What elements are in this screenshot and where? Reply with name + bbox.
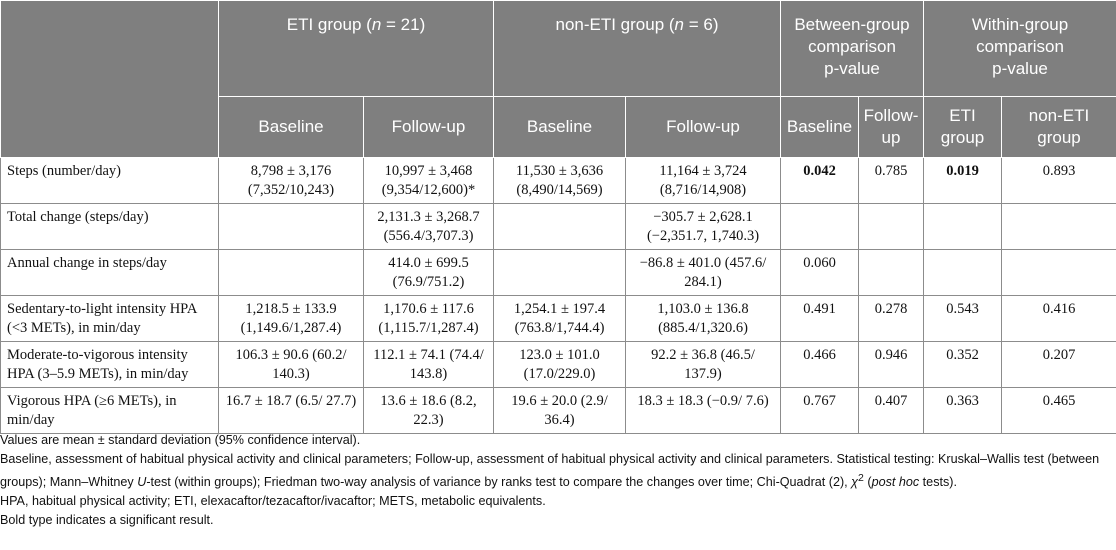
- row-label: Sedentary-to-light intensity HPA (<3 METs), in min/day: [1, 296, 219, 342]
- cell-p-between-baseline: [781, 204, 859, 250]
- cell-eti-baseline: [219, 250, 364, 296]
- cell-p-between-baseline: 0.491: [781, 296, 859, 342]
- header-empty-cell: [1, 1, 219, 158]
- cell-p-between-followup: 0.946: [859, 342, 924, 388]
- cell-p-between-followup: 0.278: [859, 296, 924, 342]
- cell-p-between-followup: 0.785: [859, 158, 924, 204]
- table-row-moderate-vigorous: [1, 342, 1116, 388]
- header-non-eti-baseline: Baseline: [494, 97, 626, 158]
- cell-non-eti-followup: 1,103.0 ± 136.8 (885.4/1,320.6): [626, 296, 781, 342]
- row-label: Annual change in steps/day: [1, 250, 219, 296]
- table-row-sedentary: [1, 296, 1116, 342]
- significant-value: 0.019: [946, 163, 979, 179]
- cell-p-between-baseline: [781, 158, 859, 204]
- cell-non-eti-followup: 92.2 ± 36.8 (46.5/ 137.9): [626, 342, 781, 388]
- header-eti-baseline: Baseline: [219, 97, 364, 158]
- cell-p-within-eti: [924, 158, 1002, 204]
- cell-p-between-baseline: 0.767: [781, 388, 859, 434]
- table-footnotes: [0, 431, 1112, 530]
- cell-p-within-eti: [924, 204, 1002, 250]
- header-row-groups: [1, 1, 1116, 97]
- footnote-methods: Baseline, assessment of habitual physical activity and clinical parameters; Follow-up, assessment of habitual physical activity and clinical parameters. Statistical testing: Kruskal–Wallis test (between groups); Mann–Whitney U-test (within groups); Friedman two-way analysis of variance by ranks test to compare the changes over time; Chi-Quadrat (2), $\chi^2$ (post hoc tests).: [0, 452, 1100, 490]
- cell-eti-baseline: [219, 204, 364, 250]
- header-within-non-eti: non-ETI group: [1002, 97, 1116, 158]
- cell-non-eti-followup: 11,164 ± 3,724 (8,716/14,908): [626, 158, 781, 204]
- row-label: Moderate-to-vigorous intensity HPA (3–5.9 METs), in min/day: [1, 342, 219, 388]
- row-label: Steps (number/day): [1, 158, 219, 204]
- header-within-group: Within-group comparison p-value: [924, 1, 1116, 97]
- cell-p-within-non-eti: [1002, 250, 1116, 296]
- cell-non-eti-baseline: 19.6 ± 20.0 (2.9/ 36.4): [494, 388, 626, 434]
- cell-p-within-non-eti: 0.416: [1002, 296, 1116, 342]
- cell-non-eti-baseline: [494, 204, 626, 250]
- header-within-eti: ETI group: [924, 97, 1002, 158]
- cell-p-between-baseline: 0.060: [781, 250, 859, 296]
- cell-p-within-non-eti: 0.893: [1002, 158, 1116, 204]
- row-label: Vigorous HPA (≥6 METs), in min/day: [1, 388, 219, 434]
- header-between-baseline: Baseline: [781, 97, 859, 158]
- cell-eti-followup: 112.1 ± 74.1 (74.4/ 143.8): [364, 342, 494, 388]
- cell-p-within-non-eti: 0.207: [1002, 342, 1116, 388]
- row-label: Total change (steps/day): [1, 204, 219, 250]
- cell-eti-baseline: 16.7 ± 18.7 (6.5/ 27.7): [219, 388, 364, 434]
- cell-p-within-non-eti: 0.465: [1002, 388, 1116, 434]
- cell-eti-baseline: 1,218.5 ± 133.9 (1,149.6/1,287.4): [219, 296, 364, 342]
- cell-eti-followup: 2,131.3 ± 3,268.7 (556.4/3,707.3): [364, 204, 494, 250]
- cell-p-between-followup: 0.407: [859, 388, 924, 434]
- cell-non-eti-baseline: 123.0 ± 101.0 (17.0/229.0): [494, 342, 626, 388]
- cell-p-between-followup: [859, 204, 924, 250]
- header-between-followup: Follow-up: [859, 97, 924, 158]
- cell-p-within-eti: 0.363: [924, 388, 1002, 434]
- header-eti-followup: Follow-up: [364, 97, 494, 158]
- footnote-abbreviations: HPA, habitual physical activity; ETI, elexacaftor/tezacaftor/ivacaftor; METS, metabolic equivalents.: [0, 494, 546, 509]
- cell-eti-followup: 1,170.6 ± 117.6 (1,115.7/1,287.4): [364, 296, 494, 342]
- cell-eti-followup: 13.6 ± 18.6 (8.2, 22.3): [364, 388, 494, 434]
- cell-non-eti-followup: 18.3 ± 18.3 (−0.9/ 7.6): [626, 388, 781, 434]
- cell-p-between-baseline: 0.466: [781, 342, 859, 388]
- cell-non-eti-baseline: 1,254.1 ± 197.4 (763.8/1,744.4): [494, 296, 626, 342]
- cell-non-eti-followup: −86.8 ± 401.0 (457.6/ 284.1): [626, 250, 781, 296]
- header-between-group: Between-group comparison p-value: [781, 1, 924, 97]
- table-row-annual-change: [1, 250, 1116, 296]
- cell-p-between-followup: [859, 250, 924, 296]
- cell-p-within-eti: 0.543: [924, 296, 1002, 342]
- cell-eti-baseline: 106.3 ± 90.6 (60.2/ 140.3): [219, 342, 364, 388]
- cell-eti-followup: 10,997 ± 3,468 (9,354/12,600)*: [364, 158, 494, 204]
- footnote-values: Values are mean ± standard deviation (95% confidence interval).: [0, 433, 361, 447]
- cell-non-eti-baseline: 11,530 ± 3,636 (8,490/14,569): [494, 158, 626, 204]
- header-eti-group: ETI group (n = 21): [219, 1, 494, 97]
- cell-eti-baseline: 8,798 ± 3,176 (7,352/10,243): [219, 158, 364, 204]
- cell-p-within-non-eti: [1002, 204, 1116, 250]
- cell-eti-followup: 414.0 ± 699.5 (76.9/751.2): [364, 250, 494, 296]
- table-row-vigorous: [1, 388, 1116, 434]
- significant-value: 0.042: [803, 163, 836, 179]
- header-non-eti-group: non-ETI group (n = 6): [494, 1, 781, 97]
- header-non-eti-followup: Follow-up: [626, 97, 781, 158]
- cell-non-eti-followup: −305.7 ± 2,628.1 (−2,351.7, 1,740.3): [626, 204, 781, 250]
- table-row-steps: [1, 158, 1116, 204]
- table-row-total-change: [1, 204, 1116, 250]
- cell-non-eti-baseline: [494, 250, 626, 296]
- footnote-bold: Bold type indicates a significant result.: [0, 513, 214, 528]
- cell-p-within-eti: [924, 250, 1002, 296]
- cell-p-within-eti: 0.352: [924, 342, 1002, 388]
